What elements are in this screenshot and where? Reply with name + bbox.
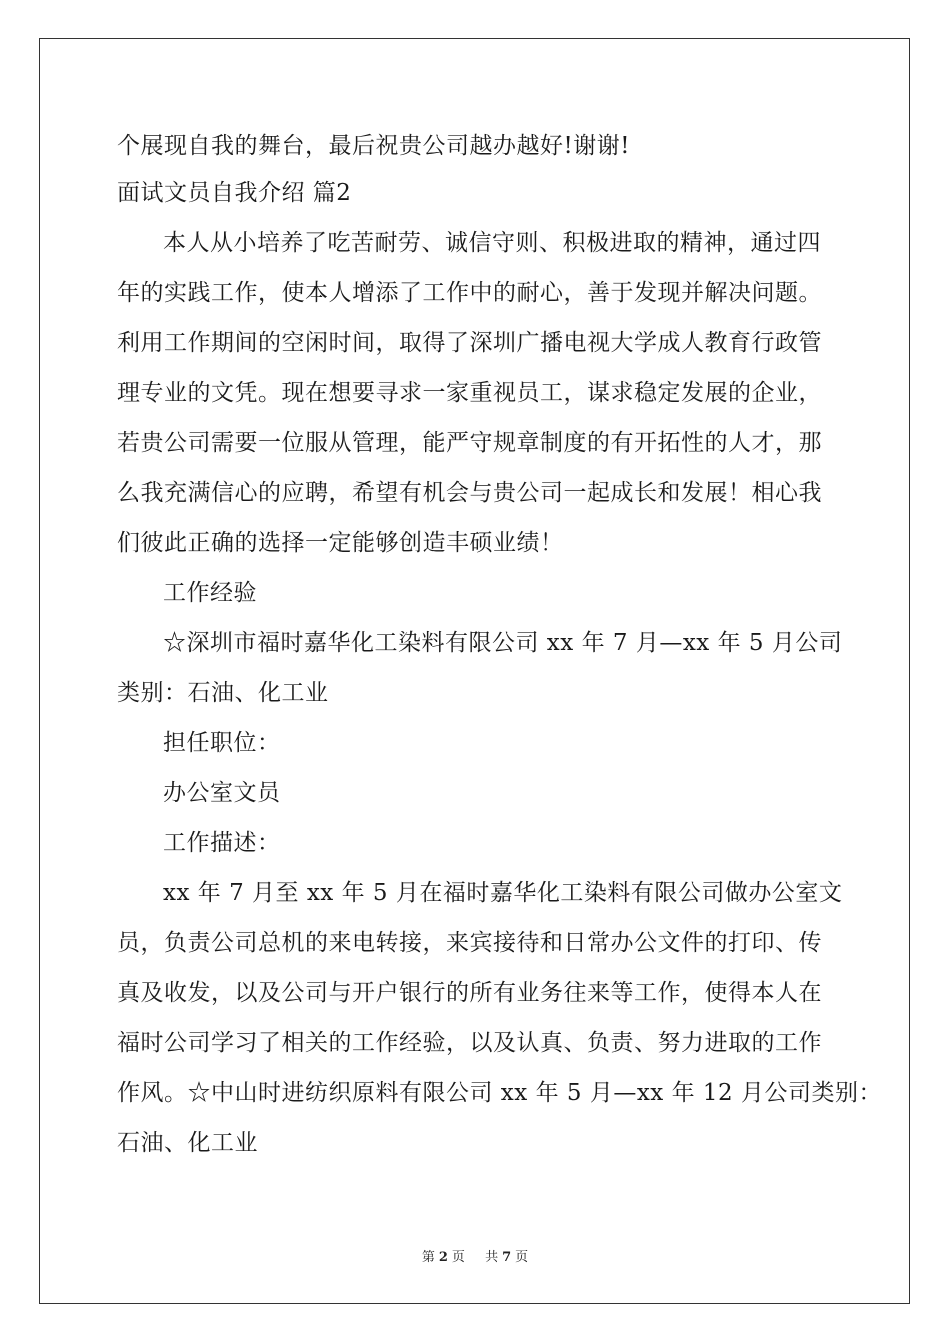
text-line: 工作描述： [163, 830, 281, 856]
text-line: 类别：石油、化工业 [117, 680, 329, 706]
total-count: 7 [502, 1250, 512, 1265]
text-line: 石油、化工业 [117, 1130, 258, 1156]
text-line: 们彼此正确的选择一定能够创造丰硕业绩！ [117, 530, 564, 556]
text-line: 个展现自我的舞台，最后祝贵公司越办越好!谢谢! [117, 133, 630, 159]
text-line: 员，负责公司总机的来电转接，来宾接待和日常办公文件的打印、传 [117, 930, 822, 956]
text-line: 福时公司学习了相关的工作经验，以及认真、负责、努力进取的工作 [117, 1030, 822, 1056]
total-unit: 页 [515, 1250, 529, 1265]
text-line: 本人从小培养了吃苦耐劳、诚信守则、积极进取的精神，通过四 [163, 230, 821, 256]
text-line: xx 年 7 月至 xx 年 5 月在福时嘉华化工染料有限公司做办公室文 [163, 880, 843, 906]
text-line: 理专业的文凭。现在想要寻求一家重视员工，谋求稳定发展的企业， [117, 380, 822, 406]
text-line: 若贵公司需要一位服从管理，能严守规章制度的有开拓性的人才，那 [117, 430, 822, 456]
page-total [481, 1250, 532, 1265]
text-line: ☆深圳市福时嘉华化工染料有限公司 xx 年 7 月—xx 年 5 月公司 [163, 630, 843, 656]
text-line: 担任职位： [163, 730, 281, 756]
page-prefix: 第 [421, 1250, 435, 1265]
page-unit: 页 [451, 1250, 465, 1265]
document-body [117, 124, 882, 1168]
text-line: 么我充满信心的应聘，希望有机会与贵公司一起成长和发展！相心我 [117, 480, 822, 506]
page-current: 2 [438, 1250, 448, 1265]
page-number [418, 1250, 469, 1265]
text-line: 年的实践工作，使本人增添了工作中的耐心，善于发现并解决问题。 [117, 280, 822, 306]
section-title: 面试文员自我介绍 篇2 [117, 180, 352, 206]
subheading: 工作经验 [163, 580, 257, 606]
total-prefix: 共 [485, 1250, 499, 1265]
text-line: 作风。☆中山时进纺织原料有限公司 xx 年 5 月—xx 年 12 月公司类别： [117, 1080, 882, 1106]
text-line: 利用工作期间的空闲时间，取得了深圳广播电视大学成人教育行政管 [117, 330, 822, 356]
page-footer [0, 1246, 950, 1265]
text-line: 真及收发，以及公司与开户银行的所有业务往来等工作，使得本人在 [117, 980, 822, 1006]
text-line: 办公室文员 [163, 780, 281, 806]
